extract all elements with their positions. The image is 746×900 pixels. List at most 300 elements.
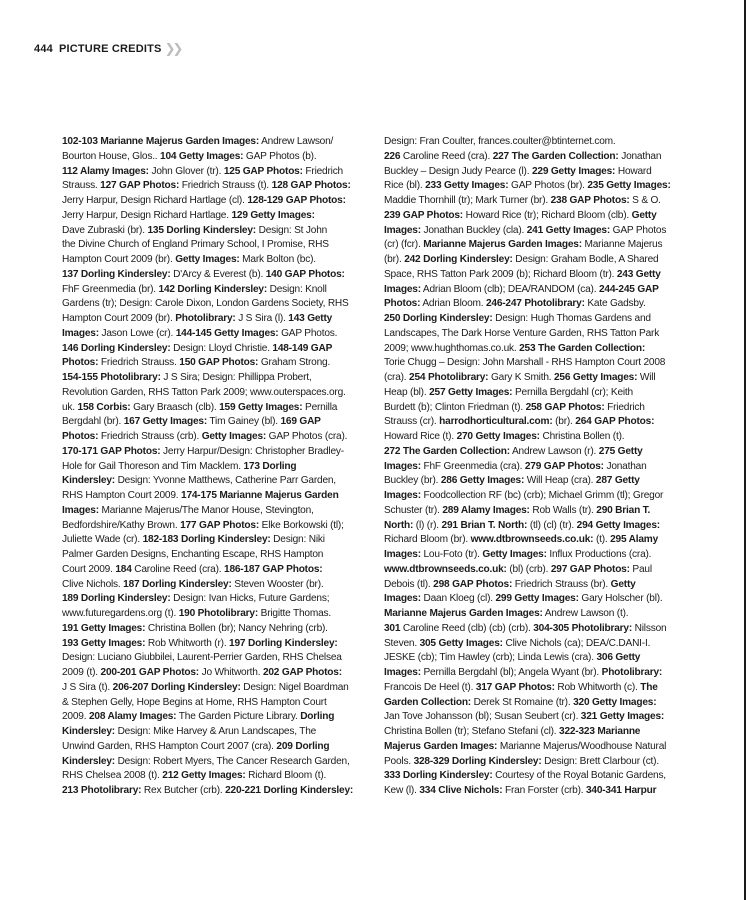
credit-source: 128-129 GAP Photos: <box>247 195 346 206</box>
credit-source: 233 Getty Images: <box>425 180 509 192</box>
credit-detail: (cr) (fcr). <box>384 239 424 251</box>
credit-detail: Gary Holscher (bl). <box>578 593 663 605</box>
credit-detail: S & O. <box>629 195 661 206</box>
credit-detail: Design: Mike Harvey & Arun Landscapes, The <box>114 726 317 737</box>
credit-line <box>62 622 374 637</box>
credit-source: Getty <box>610 578 636 590</box>
credit-source: 170-171 GAP Photos: <box>62 445 161 457</box>
credit-detail: Howard Rice (t). <box>384 431 457 442</box>
credit-detail: Friedrich Strauss (t). <box>179 180 272 192</box>
credit-source: Images: <box>62 327 99 339</box>
credit-source: 328-329 Dorling Kindersley: <box>413 755 542 767</box>
credit-source: 235 Getty Images: <box>587 180 671 192</box>
credit-detail: Clive Nichols (ca); DEA/C.DANI-I. <box>502 637 651 649</box>
credit-detail: GAP Photos (br). <box>508 180 588 192</box>
credit-source: 182-183 Dorling Kindersley: <box>142 534 271 546</box>
credit-line <box>62 519 374 534</box>
credit-line <box>62 238 374 253</box>
credit-source: www.dtbrownseeds.co.uk: <box>384 563 507 575</box>
credit-source: 125 GAP Photos: <box>223 165 303 177</box>
credit-detail: Jonathan <box>618 150 662 162</box>
credit-detail: Design: Yvonne Matthews, Catherine Parr Garden, <box>114 475 336 487</box>
credit-line <box>62 415 374 430</box>
credit-line <box>384 445 704 460</box>
credit-source: 289 Alamy Images: <box>442 504 530 516</box>
credit-detail: Christina Bollen (tr); Stefano Stefani (cl). <box>384 726 560 737</box>
credit-line <box>384 519 704 534</box>
credit-detail: Strauss. <box>62 180 101 192</box>
credit-source: 304-305 Photolibrary: <box>533 622 633 634</box>
credit-line <box>62 548 374 563</box>
credit-source: 177 GAP Photos: <box>180 519 260 531</box>
credit-detail: Bourton House, Glos.. <box>62 150 161 162</box>
credit-source: Photolibrary: <box>175 313 236 324</box>
credit-line <box>384 548 704 563</box>
credit-source: 298 GAP Photos: <box>433 578 513 590</box>
credit-line <box>62 489 374 504</box>
credit-line <box>384 622 704 637</box>
credit-detail: Paul <box>629 563 652 575</box>
credit-line <box>62 165 374 180</box>
credit-line <box>384 592 704 607</box>
credit-detail: Will Heap (cra). <box>524 475 596 487</box>
credit-source: 241 Getty Images: <box>526 224 611 236</box>
credit-detail: GAP Photos <box>610 224 667 236</box>
credit-detail: Jerry Harpur, Design Richard Hartlage. <box>62 209 232 221</box>
credit-detail: GAP Photos. <box>278 327 338 339</box>
credit-line <box>62 445 374 460</box>
credit-detail: Christina Bollen (br); Nancy Nehring (crb). <box>145 622 328 634</box>
credit-line <box>62 209 374 224</box>
credit-detail: Pools. <box>384 755 414 767</box>
credit-detail: (t). <box>593 534 611 546</box>
credit-source: Majerus Garden Images: <box>384 740 498 752</box>
credit-source: 159 Getty Images: <box>219 401 303 413</box>
credit-detail: Adrian Bloom. <box>420 298 486 310</box>
credit-detail: Design: Lloyd Christie. <box>170 342 273 354</box>
credit-detail: Dave Zubraski (br). <box>62 224 148 236</box>
credit-line <box>384 607 704 622</box>
credit-detail: RHS Hampton Court 2009. <box>62 490 182 501</box>
credit-detail: Steven. <box>384 637 420 649</box>
credit-detail: Caroline Reed (clb) (cb) (crb). <box>400 622 534 634</box>
credit-source: Photos: <box>384 298 421 310</box>
credit-detail: Gardens (tr); Design: Carole Dixon, London Gardens Society, RHS <box>62 298 349 310</box>
credit-detail: Schuster (tr). <box>384 504 443 516</box>
credit-detail: Gary Braasch (clb). <box>130 401 220 413</box>
credit-line <box>62 386 374 401</box>
credit-detail: Courtesy of the Royal Botanic Gardens, <box>492 770 666 782</box>
credit-detail: Friedrich Strauss (br). <box>512 578 611 590</box>
credits-paragraph <box>62 135 374 799</box>
credit-line <box>384 371 704 386</box>
credit-line <box>62 268 374 283</box>
credit-source: Images: <box>62 504 99 516</box>
credit-line <box>384 209 704 224</box>
credit-source: Images: <box>384 593 421 605</box>
credit-source: 144-145 Getty Images: <box>175 327 279 339</box>
credit-detail: Brigitte Thomas. <box>258 608 331 619</box>
credit-line <box>62 637 374 652</box>
credit-detail: John Glover (tr). <box>148 165 224 177</box>
credit-line <box>384 755 704 770</box>
credit-line <box>384 725 704 740</box>
credit-line <box>384 179 704 194</box>
credit-source: 279 GAP Photos: <box>524 460 604 472</box>
credit-source: 317 GAP Photos: <box>475 681 555 693</box>
credits-paragraph <box>384 135 704 799</box>
credit-detail: www.futuregardens.org (t). <box>62 608 179 619</box>
credits-column-right <box>384 135 704 799</box>
credit-detail: Andrew Lawson (t). <box>542 608 629 619</box>
credit-detail: Maddie Thornhill (tr); Mark Turner (br). <box>384 195 551 206</box>
credit-source: 189 Dorling Kindersley: <box>62 593 171 605</box>
credit-line <box>384 637 704 652</box>
credit-source: 148-149 GAP <box>272 342 333 354</box>
credit-detail: Design: Niki <box>270 534 325 546</box>
credit-line <box>62 563 374 578</box>
credit-source: Getty Images: <box>201 431 267 442</box>
credit-line <box>384 784 704 799</box>
double-chevron-right-icon: ❯❯ <box>164 41 181 56</box>
credit-detail: Friedrich Strauss. <box>98 357 180 369</box>
credit-source: 135 Dorling Kindersley: <box>147 224 256 236</box>
credit-line <box>384 474 704 489</box>
credit-source: 146 Dorling Kindersley: <box>62 342 171 354</box>
credit-line <box>384 740 704 755</box>
section-title: PICTURE CREDITS <box>58 42 162 55</box>
credit-source: Images: <box>384 460 421 472</box>
credit-detail: Design: Hugh Thomas Gardens and <box>492 313 651 324</box>
credit-line <box>62 769 374 784</box>
credit-line <box>62 150 374 165</box>
credit-line <box>384 460 704 475</box>
credit-source: 154-155 Photolibrary: <box>62 372 161 383</box>
credit-detail: Design: Brett Clarbour (ct). <box>541 755 659 767</box>
credit-detail: (cra). <box>384 372 410 383</box>
credit-detail: Hampton Court 2009 (br). <box>62 254 176 265</box>
credit-detail: Fran Forster (crb). <box>502 785 586 796</box>
credit-detail: Revolution Garden, RHS Tatton Park 2009; www.outerspaces.org. <box>62 386 346 398</box>
credit-line <box>62 592 374 607</box>
credit-source: 137 Dorling Kindersley: <box>62 268 171 280</box>
credit-line <box>62 371 374 386</box>
credit-source: 226 <box>384 150 401 162</box>
credit-source: 287 Getty <box>595 475 640 487</box>
credit-line <box>62 681 374 696</box>
credit-detail: Buckley – Design Judy Pearce (l). <box>384 165 532 177</box>
credit-line <box>62 725 374 740</box>
credit-detail: Strauss (cr). <box>384 416 440 428</box>
credit-source: Images: <box>384 224 421 236</box>
credit-source: 286 Getty Images: <box>440 475 525 487</box>
credit-detail: Design: Graham Bodle, A Shared <box>512 254 659 265</box>
credit-detail: Juliette Wade (cr). <box>62 534 143 546</box>
credit-line <box>384 297 704 312</box>
credit-source: 322-323 Marianne <box>559 726 641 737</box>
credit-detail: Court 2009. <box>62 563 116 575</box>
credit-detail: (bl) (crb). <box>506 563 551 575</box>
credit-source: 104 Getty Images: <box>160 150 244 162</box>
credit-source: 256 Getty Images: <box>554 372 638 383</box>
credit-detail: Christina Bollen (t). <box>539 431 625 442</box>
credit-source: Photolibrary: <box>601 667 663 678</box>
credit-detail: Jo Whitworth. <box>198 667 263 678</box>
credit-source: 187 Dorling Kindersley: <box>123 578 232 590</box>
credit-source: Kindersley: <box>62 726 115 737</box>
credit-source: North: <box>384 519 414 531</box>
credit-detail: Design: St John <box>255 224 328 236</box>
credit-detail: Design: Nigel Boardman <box>240 681 349 693</box>
credit-line <box>62 533 374 548</box>
credit-line <box>384 224 704 239</box>
credit-detail: Design: Fran Coulter, frances.coulter@btinternet.com. <box>384 136 616 147</box>
credit-source: 197 Dorling Kindersley: <box>229 637 338 649</box>
credit-detail: Design: Ivan Hicks, Future Gardens; <box>170 593 330 605</box>
credit-detail: Kew (l). <box>384 785 420 796</box>
credit-detail: the Divine Church of England Primary School, I Promise, RHS <box>62 239 329 251</box>
credit-detail: Marianne Majerus <box>581 239 663 251</box>
credit-detail: Gary K Smith. <box>488 372 554 383</box>
credit-detail: Lou-Foto (tr). <box>420 549 483 560</box>
credit-detail: Jason Lowe (cr). <box>98 327 176 339</box>
credit-detail: Mark Bolton (bc). <box>239 254 316 265</box>
credit-line <box>384 430 704 445</box>
credit-detail: Andrew Lawson/ <box>259 136 334 147</box>
credit-line <box>62 356 374 371</box>
credit-source: 143 Getty <box>288 313 333 324</box>
credit-source: 294 Getty Images: <box>576 519 660 531</box>
credit-line <box>62 430 374 445</box>
credit-line <box>384 415 704 430</box>
credit-source: Marianne Majerus Garden Images: <box>423 239 582 251</box>
credit-source: 173 Dorling <box>243 460 297 472</box>
credit-source: 206-207 Dorling Kindersley: <box>112 681 241 693</box>
credit-source: 253 The Garden Collection: <box>519 342 646 354</box>
credit-detail: Foodcollection RF (bc) (crb); Michael Grimm (tl); Gregor <box>420 490 664 501</box>
credit-source: 246-247 Photolibrary: <box>485 298 585 310</box>
credit-source: 301 <box>384 622 401 634</box>
credit-detail: (l) (r). <box>413 519 442 531</box>
credit-line <box>62 342 374 357</box>
credit-line <box>384 150 704 165</box>
credit-source: 306 Getty <box>596 652 641 664</box>
credit-detail: Clive Nichols. <box>62 578 124 590</box>
credit-detail: Marianne Majerus/Woodhouse Natural <box>497 740 667 752</box>
credit-source: Photos: <box>62 357 99 369</box>
credit-source: Getty Images: <box>175 254 240 265</box>
credit-line <box>62 283 374 298</box>
credit-line <box>62 460 374 475</box>
credit-source: 250 Dorling Kindersley: <box>384 313 493 324</box>
credit-detail: Jonathan <box>603 460 647 472</box>
credit-line <box>384 533 704 548</box>
credit-source: 127 GAP Photos: <box>100 180 180 192</box>
credit-line <box>62 784 374 799</box>
credit-detail: Palmer Garden Designs, Enchanting Escape, RHS Hampton <box>62 549 324 560</box>
credit-detail: D'Arcy & Everest (b). <box>170 268 266 280</box>
credit-source: 340-341 Harpur <box>585 785 657 796</box>
credit-line <box>384 401 704 416</box>
credit-source: harrodhorticultural.com: <box>439 416 553 428</box>
credit-source: 142 Dorling Kindersley: <box>158 283 268 295</box>
credit-source: 290 Brian T. <box>596 504 651 516</box>
credit-detail: FhF Greenmedia (cra). <box>420 460 525 472</box>
credit-detail: Influx Productions (cra). <box>546 549 652 560</box>
credit-line <box>62 755 374 770</box>
credit-source: Images: <box>384 549 421 560</box>
credit-source: 275 Getty <box>598 445 643 457</box>
credit-detail: (br). <box>384 254 405 265</box>
credit-line <box>384 710 704 725</box>
credit-line <box>384 165 704 180</box>
credit-line <box>384 681 704 696</box>
credit-detail: 2009. <box>62 711 89 723</box>
credit-detail: Buckley (br). <box>384 475 441 487</box>
credit-source: 334 Clive Nichols: <box>419 785 503 796</box>
credit-source: 321 Getty Images: <box>580 711 665 723</box>
credit-detail: Design: Knoll <box>267 283 327 295</box>
credit-detail: Burdett (b); Clinton Friedman (t). <box>384 401 526 413</box>
credit-detail: FhF Greenmedia (br). <box>62 283 159 295</box>
credit-detail: Tim Gainey (bl). <box>207 416 281 428</box>
credit-source: 213 Photolibrary: <box>62 785 142 796</box>
credit-detail: Pernilla Bergdahl (bl); Angela Wyant (br). <box>420 667 602 678</box>
credit-detail: Bergdahl (br). <box>62 416 124 428</box>
credit-line <box>384 194 704 209</box>
credit-detail: Adrian Bloom (clb); DEA/RANDOM (ca). <box>420 283 599 295</box>
credit-source: 212 Getty Images: <box>162 770 246 782</box>
credit-line <box>62 327 374 342</box>
credit-source: 184 <box>115 563 132 575</box>
credit-line <box>384 238 704 253</box>
credit-line <box>62 740 374 755</box>
credit-source: 193 Getty Images: <box>62 637 146 649</box>
credit-detail: Pernilla Bergdahl (cr); Keith <box>512 386 633 398</box>
credit-source: 270 Getty Images: <box>456 431 540 442</box>
credit-detail: Torie Chugg – Design: John Marshall - RHS Hampton Court 2008 <box>384 357 666 369</box>
credit-line <box>384 504 704 519</box>
credit-detail: RHS Chelsea 2008 (t). <box>62 770 163 782</box>
credit-detail: Francois De Heel (t). <box>384 681 476 693</box>
credit-source: Images: <box>384 490 421 501</box>
credit-source: 129 Getty Images: <box>231 209 315 221</box>
credit-detail: Friedrich <box>604 401 645 413</box>
credit-source: 291 Brian T. North: <box>441 519 528 531</box>
credit-detail: J S Sira; Design: Phillippa Probert, <box>160 372 312 383</box>
credit-line <box>384 356 704 371</box>
credit-source: Images: <box>384 667 421 678</box>
credit-source: 297 GAP Photos: <box>550 563 630 575</box>
credit-source: 190 Photolibrary: <box>178 608 259 619</box>
credit-detail: Jonathan Buckley (cla). <box>420 224 527 236</box>
credit-detail: Design: Luciano Giubbilei, Laurent-Perrier Garden, RHS Chelsea <box>62 652 342 664</box>
credit-line <box>384 342 704 357</box>
credit-detail: GAP Photos (b). <box>243 150 317 162</box>
credit-detail: Caroline Reed (cra). <box>400 150 493 162</box>
credit-detail: Rob Whitworth (r). <box>145 637 230 649</box>
credit-source: 200-201 GAP Photos: <box>100 667 199 678</box>
credit-detail: GAP Photos (cra). <box>266 431 348 442</box>
credit-line <box>384 563 704 578</box>
credit-source: Marianne Majerus Garden Images: <box>384 608 543 619</box>
credit-source: 169 GAP <box>280 416 321 428</box>
credit-source: 227 The Garden Collection: <box>492 150 619 162</box>
credit-source: 254 Photolibrary: <box>409 372 489 383</box>
credit-source: 167 Getty Images: <box>123 416 207 428</box>
credit-line <box>384 283 704 298</box>
credit-detail: Debois (tl). <box>384 578 434 590</box>
credit-line <box>62 651 374 666</box>
credits-column-left <box>62 135 374 799</box>
credit-source: 174-175 Marianne Majerus Garden <box>181 490 339 501</box>
credit-line <box>62 474 374 489</box>
credit-detail: Rob Whitworth (c). <box>554 681 641 693</box>
credit-detail: (br). <box>552 416 576 428</box>
credit-source: 140 GAP Photos: <box>265 268 345 280</box>
credit-line <box>62 401 374 416</box>
credit-detail: Landscapes, The Dark Horse Venture Garden, RHS Tatton Park <box>384 327 660 339</box>
credit-source: 244-245 GAP <box>598 283 659 295</box>
credit-source: 186-187 GAP Photos: <box>224 563 323 575</box>
credit-detail: 2009 (t). <box>62 667 101 678</box>
credit-source: 258 GAP Photos: <box>525 401 605 413</box>
credit-source: 209 Dorling <box>276 740 330 752</box>
credit-line <box>62 253 374 268</box>
credit-line <box>62 504 374 519</box>
credit-line <box>62 297 374 312</box>
credit-line <box>62 135 374 150</box>
credit-detail: Graham Strong. <box>258 357 331 369</box>
credit-source: 295 Alamy <box>610 534 659 546</box>
credit-line <box>62 578 374 593</box>
credit-line <box>384 651 704 666</box>
credit-detail: Rex Butcher (crb). <box>141 785 226 796</box>
credit-line <box>384 327 704 342</box>
credit-source: Getty Images: <box>482 549 547 560</box>
credit-detail: Rob Walls (tr). <box>529 504 597 516</box>
credit-line <box>384 312 704 327</box>
credit-detail: Nilsson <box>632 622 667 634</box>
credit-detail: J S Sira (t). <box>62 681 113 693</box>
credit-source: 257 Getty Images: <box>429 386 513 398</box>
credit-detail: (tl) (cl) (tr). <box>527 519 577 531</box>
credit-source: Photos: <box>62 431 99 442</box>
credit-detail: Jerry Harpur, Design Richard Hartlage (cl). <box>62 195 248 206</box>
credit-line <box>384 489 704 504</box>
credit-detail: Unwind Garden, RHS Hampton Court 2007 (cra). <box>62 740 277 752</box>
credit-detail: Friedrich <box>302 165 343 177</box>
credit-detail: Howard Rice (tr); Richard Bloom (clb). <box>462 209 632 221</box>
credit-line <box>62 224 374 239</box>
credit-source: www.dtbrownseeds.co.uk: <box>470 534 594 546</box>
credit-source: 220-221 Dorling Kindersley: <box>225 785 354 796</box>
credit-source: 150 GAP Photos: <box>179 357 259 369</box>
credit-detail: JESKE (cb); Tim Hawley (crb); Linda Lewis (cra). <box>384 652 597 664</box>
credit-source: Images: <box>384 283 421 295</box>
credit-source: 242 Dorling Kindersley: <box>404 254 513 265</box>
credit-detail: Richard Bloom (br). <box>384 534 471 546</box>
credit-line <box>384 666 704 681</box>
credit-line <box>62 666 374 681</box>
credit-source: 158 Corbis: <box>77 401 131 413</box>
credit-line <box>62 312 374 327</box>
credit-detail: Howard <box>615 165 652 177</box>
credit-detail: Caroline Reed (cra). <box>131 563 225 575</box>
credit-source: 229 Getty Images: <box>531 165 616 177</box>
credit-detail: Design: Robert Myers, The Cancer Research Garden, <box>114 755 350 767</box>
credit-detail: Marianne Majerus/The Manor House, Stevington, <box>98 504 314 516</box>
